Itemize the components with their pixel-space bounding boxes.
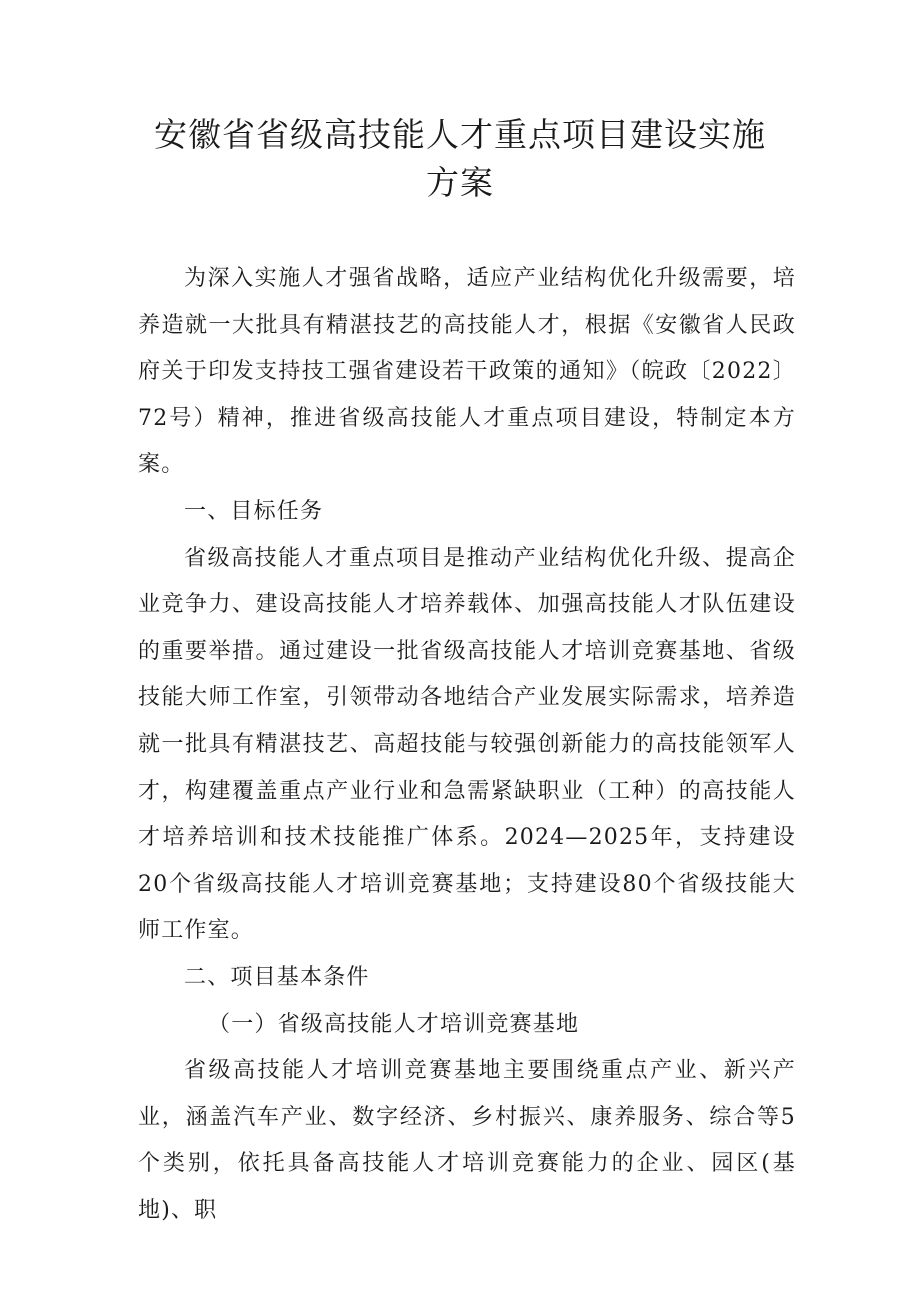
document-body bbox=[138, 256, 796, 1234]
section-heading-conditions: 二、项目基本条件 bbox=[184, 964, 370, 990]
subsection-heading-training-base: （一）省级高技能人才培训竞赛基地 bbox=[208, 1011, 580, 1037]
document-title-line-1: 安徽省省级高技能人才重点项目建设实施 bbox=[154, 115, 766, 154]
subsection-training-base-paragraph: 省级高技能人才培训竞赛基地主要围绕重点产业、新兴产业，涵盖汽车产业、数字经济、乡村振兴、康养服务、综合等5个类别，依托具备高技能人才培训竞赛能力的企业、园区(基地)、职 bbox=[138, 1058, 796, 1223]
intro-paragraph: 为深入实施人才强省战略，适应产业结构优化升级需要，培养造就一大批具有精湛技艺的高技能人才，根据《安徽省人民政府关于印发支持技工强省建设若干政策的通知》（皖政〔2022〕72号）精神，推进省级高技能人才重点项目建设，特制定本方案。 bbox=[138, 266, 796, 478]
section-goals-paragraph: 省级高技能人才重点项目是推动产业结构优化升级、提高企业竞争力、建设高技能人才培养载体、加强高技能人才队伍建设的重要举措。通过建设一批省级高技能人才培训竞赛基地、省级技能大师工作室，引领带动各地结合产业发展实际需求，培养造就一批具有精湛技艺、高超技能与较强创新能力的高技能领军人才，构建覆盖重点产业行业和急需紧缺职业（工种）的高技能人才培养培训和技术技能推广体系。2024—2025年，支持建设20个省级高技能人才培训竞赛基地；支持建设80个省级技能大师工作室。 bbox=[138, 545, 796, 944]
document-title-line-2: 方案 bbox=[426, 163, 494, 202]
section-heading-goals: 一、目标任务 bbox=[184, 498, 324, 524]
